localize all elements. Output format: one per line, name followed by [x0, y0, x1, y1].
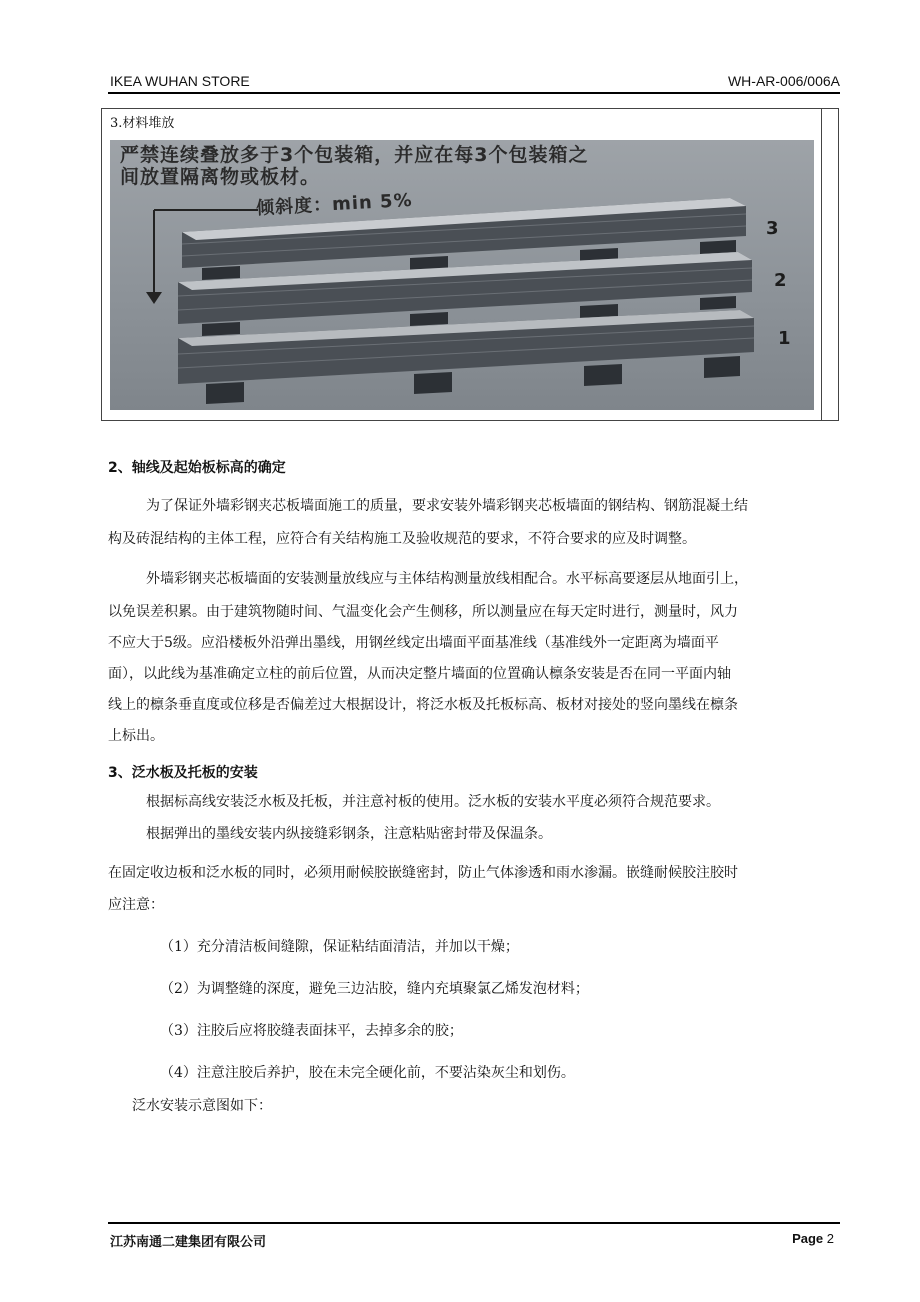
text-line: 上标出。 — [108, 728, 164, 744]
list-item: （1）充分清洁板间缝隙，保证粘结面清洁，并加以干燥； — [160, 939, 519, 955]
material-stacking-table — [101, 108, 839, 421]
header-doc-code: WH-AR-006/006A — [727, 73, 840, 89]
stack-number-2: 2 — [774, 270, 787, 291]
list-item: （2）为调整缝的深度，避免三边沾胶，缝内充填聚氯乙烯发泡材料； — [160, 981, 589, 997]
text-line: 为了保证外墙彩钢夹芯板墙面施工的质量，要求安装外墙彩钢夹芯板墙面的钢结构、钢筋混凝土结 — [146, 498, 748, 514]
table-column-divider — [821, 109, 822, 420]
text-line: 在固定收边板和泛水板的同时，必须用耐候胶嵌缝密封，防止气体渗透和雨水渗漏。嵌缝耐候胶注胶时 — [108, 865, 738, 881]
footer-company: 江苏南通二建集团有限公司 — [110, 1235, 267, 1250]
text-line: 线上的檩条垂直度或位移是否偏差过大根据设计，将泛水板及托板标高、板材对接处的竖向墨线在檩条 — [108, 697, 738, 713]
stack-number-3: 3 — [766, 218, 779, 239]
text-line: 以免误差积累。由于建筑物随时间、气温变化会产生侧移，所以测量应在每天定时进行，测量时，风力 — [108, 604, 738, 620]
section-3-heading: 3、泛水板及托板的安装 — [108, 765, 258, 781]
diagram-intro: 泛水安装示意图如下： — [132, 1098, 272, 1114]
list-item: （4）注意注胶后养护，胶在未完全硬化前，不要沾染灰尘和划伤。 — [160, 1065, 575, 1081]
stacking-photo — [110, 140, 814, 410]
panel-stack-1 — [178, 310, 754, 404]
slope-label: 倾斜度：min 5% — [255, 189, 414, 220]
section-3-line-2: 根据弹出的墨线安装内纵接缝彩钢条，注意粘贴密封带及保温条。 — [146, 826, 552, 842]
section-3-line-1: 根据标高线安装泛水板及托板，并注意衬板的使用。泛水板的安装水平度必须符合规范要求。 — [146, 794, 720, 810]
header-store-name: IKEA WUHAN STORE — [110, 73, 250, 89]
page-indicator — [792, 1231, 834, 1246]
page-header — [108, 70, 840, 94]
list-item: （3）注胶后应将胶缝表面抹平，去掉多余的胶； — [160, 1023, 463, 1039]
photo-text-line-1: 严禁连续叠放多于3个包装箱，并应在每3个包装箱之 — [120, 144, 589, 166]
page-footer — [108, 1222, 840, 1250]
page-label: Page — [792, 1231, 824, 1246]
text-line: 应注意： — [108, 897, 164, 913]
page-number: 2 — [826, 1231, 834, 1246]
stack-number-1: 1 — [778, 328, 791, 349]
text-line: 构及砖混结构的主体工程，应符合有关结构施工及验收规范的要求，不符合要求的应及时调整。 — [108, 531, 696, 547]
text-line: 不应大于5级。应沿楼板外沿弹出墨线，用钢丝线定出墙面平面基准线（基准线外一定距离为墙面平 — [108, 635, 719, 651]
text-line: 面），以此线为基准确定立柱的前后位置，从而决定整片墙面的位置确认檩条安装是否在同一平面内轴 — [108, 666, 731, 682]
photo-text-line-2: 间放置隔离物或板材。 — [120, 166, 321, 188]
text-line: 外墙彩钢夹芯板墙面的安装测量放线应与主体结构测量放线相配合。水平标高要逐层从地面引上， — [146, 571, 748, 587]
section-2-heading: 2、轴线及起始板标高的确定 — [108, 460, 286, 476]
table-caption: 3.材料堆放 — [110, 116, 175, 131]
